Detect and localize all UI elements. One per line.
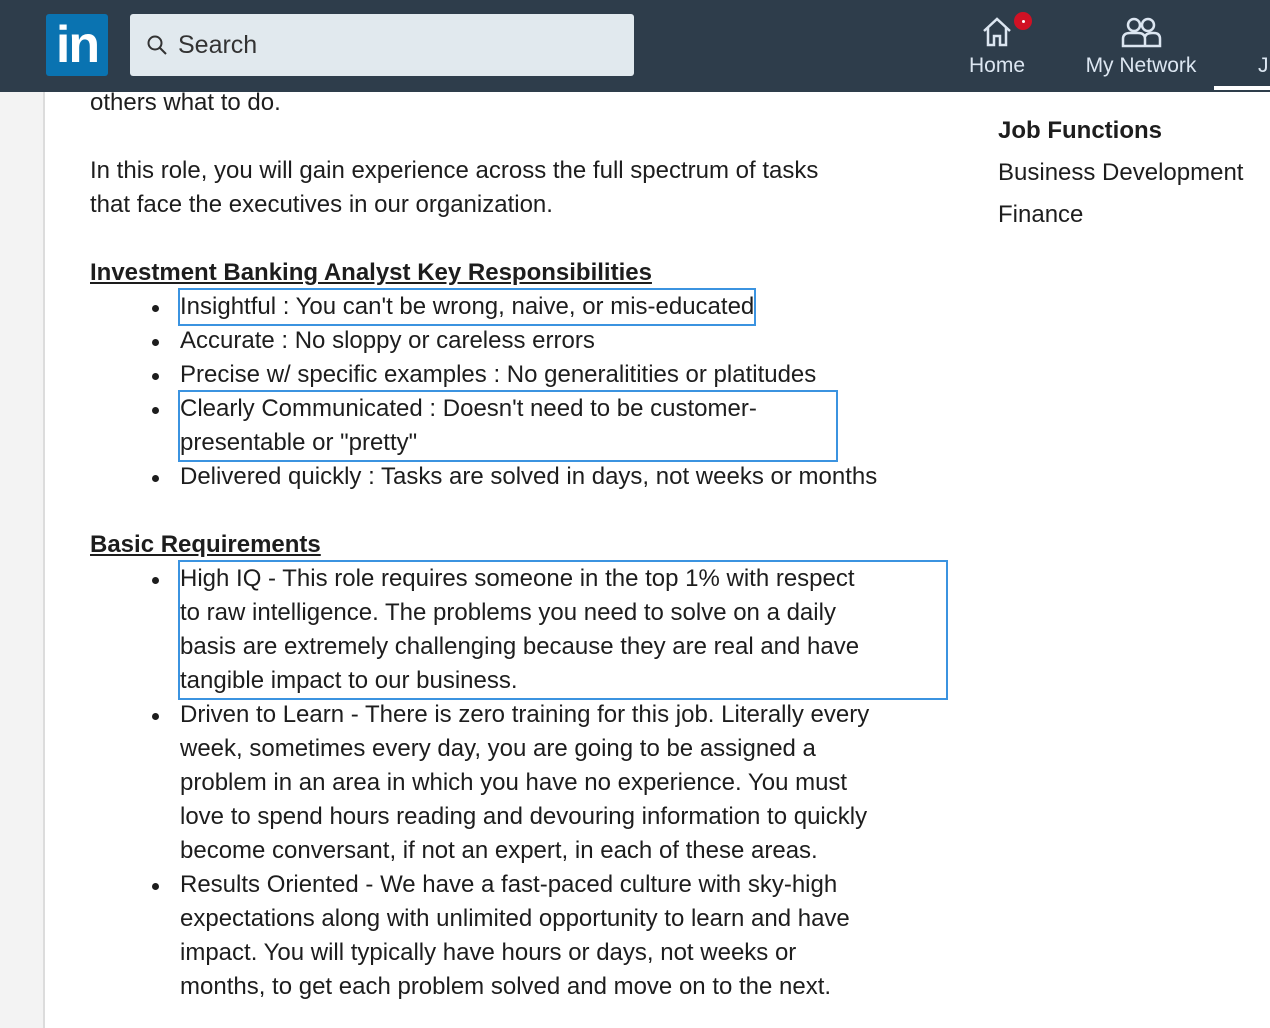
list-item (152, 290, 960, 324)
nav-jobs[interactable] (1258, 10, 1270, 78)
list-item-text (180, 358, 816, 392)
job-description (90, 86, 960, 1004)
responsibilities-heading: Investment Banking Analyst Key Responsibilities (90, 259, 652, 286)
highlight-box (180, 290, 754, 324)
list-item-line: love to spend hours reading and devouring information to quickly (180, 803, 868, 830)
list-item-line: week, sometimes every day, you are going to be assigned a (180, 735, 816, 762)
list-item-line: High IQ - This role requires someone in the top 1% with respect (180, 565, 855, 592)
list-item (152, 562, 960, 698)
highlight-box (180, 392, 836, 460)
home-icon (980, 15, 1014, 49)
list-item-line: Delivered quickly : Tasks are solved in days, not weeks or months (180, 463, 878, 490)
list-item (152, 868, 960, 1004)
nav-my-network[interactable] (1076, 10, 1206, 78)
list-item-text (180, 698, 960, 868)
list-item-line: tangible impact to our business. (180, 667, 518, 694)
network-icon (1120, 15, 1162, 49)
notification-badge (1012, 10, 1034, 32)
intro-tail: others what to do. (90, 89, 281, 116)
list-item-line: Results Oriented - We have a fast-paced culture with sky-high (180, 871, 838, 898)
requirements-heading: Basic Requirements (90, 531, 321, 558)
responsibilities-list (152, 290, 960, 494)
role-para-line: In this role, you will gain experience across the full spectrum of tasks (90, 157, 819, 184)
list-item-line: expectations along with unlimited opportunity to learn and have (180, 905, 850, 932)
nav-jobs-label: J (1258, 54, 1269, 77)
list-item-line: problem in an area in which you have no experience. You must (180, 769, 848, 796)
list-item (152, 460, 960, 494)
highlight-box (180, 562, 946, 698)
nav-my-network-label: My Network (1085, 54, 1197, 77)
list-item (152, 698, 960, 868)
active-tab-indicator (1214, 86, 1270, 90)
role-para-line: that face the executives in our organization. (90, 191, 553, 218)
list-item-line: Driven to Learn - There is zero training for this job. Literally every (180, 701, 870, 728)
requirements-list (152, 562, 960, 1004)
nav-home[interactable] (962, 10, 1032, 78)
list-item-line: impact. You will typically have hours or days, not weeks or (180, 939, 797, 966)
list-item-line: basis are extremely challenging because they are real and have (180, 633, 860, 660)
search-icon (146, 34, 168, 56)
list-item-line: Insightful : You can't be wrong, naive, or mis-educated (180, 293, 755, 320)
list-item-line: Precise w/ specific examples : No generalitities or platitudes (180, 361, 817, 388)
list-item-line: months, to get each problem solved and move on to the next. (180, 973, 832, 1000)
list-item-text (180, 324, 595, 358)
top-nav-bar (0, 0, 1270, 92)
search-input[interactable] (130, 14, 634, 76)
job-functions-panel (998, 110, 1243, 236)
search-placeholder: Search (178, 30, 258, 59)
list-item (152, 358, 960, 392)
left-gutter (0, 92, 45, 1028)
list-item-line: become conversant, if not an expert, in each of these areas. (180, 837, 818, 864)
list-item-line: Accurate : No sloppy or careless errors (180, 327, 595, 354)
linkedin-logo[interactable]: in (46, 14, 108, 76)
list-item-line: presentable or "pretty" (180, 429, 418, 456)
job-functions-title: Job Functions (998, 117, 1162, 144)
list-item-text (180, 460, 877, 494)
list-item (152, 324, 960, 358)
list-item-line: to raw intelligence. The problems you need to solve on a daily (180, 599, 836, 626)
job-function-item: Business Development (998, 159, 1244, 186)
list-item-text (180, 868, 960, 1004)
job-function-item: Finance (998, 201, 1084, 228)
list-item (152, 392, 960, 460)
nav-home-label: Home (968, 54, 1026, 77)
list-item-line: Clearly Communicated : Doesn't need to be customer- (180, 395, 757, 422)
